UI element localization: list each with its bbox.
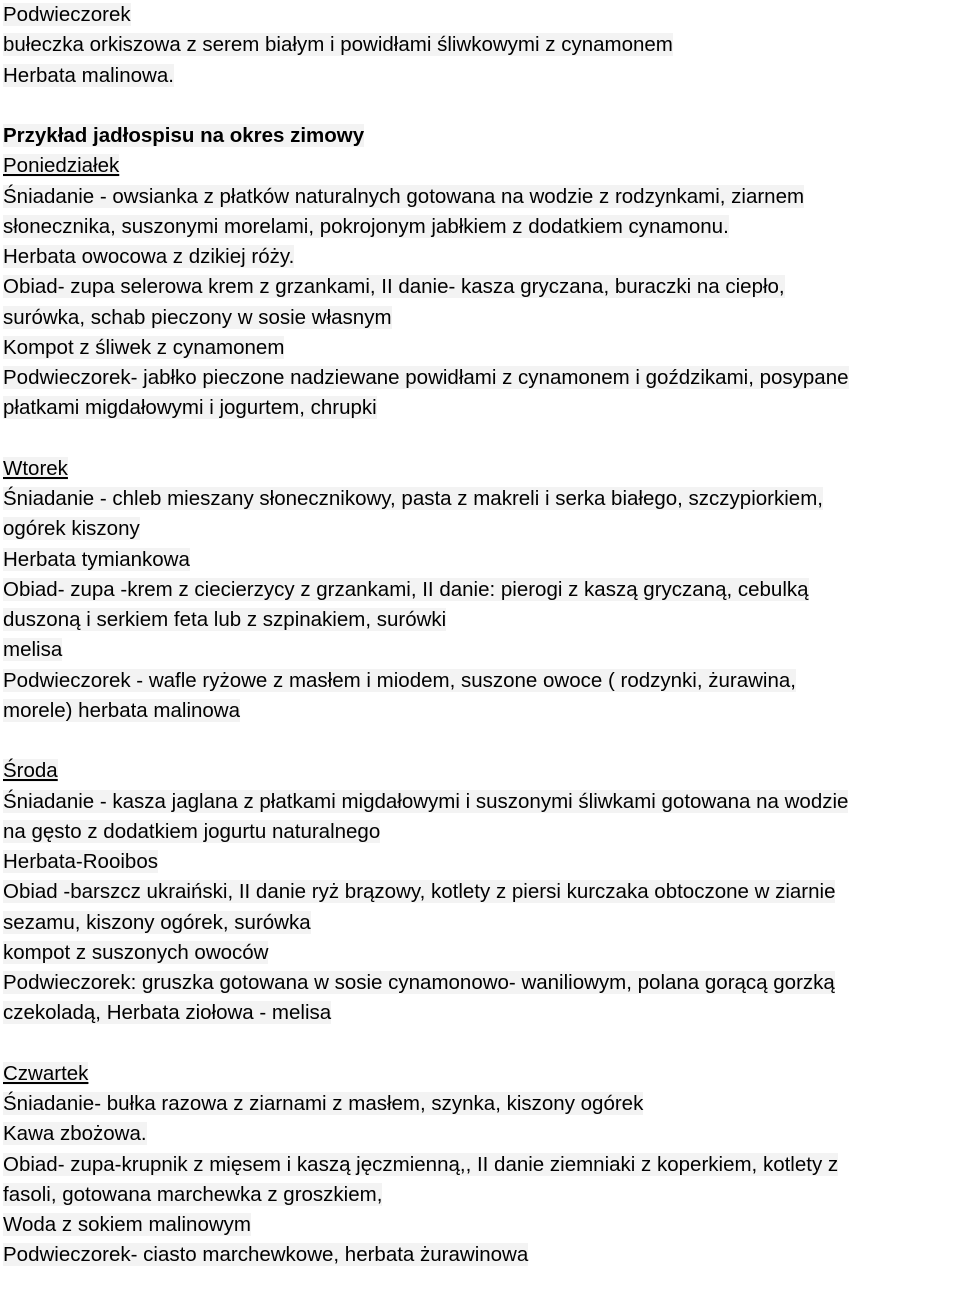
text-line [3, 1150, 958, 1180]
line-text: Śniadanie- bułka razowa z ziarnami z masłem, szynka, kiszony ogórek [3, 1092, 644, 1115]
line-text: Obiad- zupa -krem z ciecierzycy z grzankami, II danie: pierogi z kaszą gryczaną, cebulką [3, 577, 809, 601]
text-line [3, 363, 958, 393]
line-text: słonecznika, suszonymi morelami, pokrojonym jabłkiem z dodatkiem cynamonu. [3, 214, 729, 238]
section-heading [3, 121, 958, 151]
text-line [3, 333, 958, 363]
text-line [3, 1119, 958, 1149]
line-text: Przykład jadłospisu na okres zimowy [3, 124, 365, 147]
text-line [3, 182, 958, 212]
text-line [3, 393, 958, 423]
line-text: kompot z suszonych owoców [3, 940, 269, 964]
line-text: melisa [3, 638, 63, 662]
line-text: morele) herbata malinowa [3, 698, 241, 722]
text-line [3, 908, 958, 938]
line-text: Obiad -barszcz ukraiński, II danie ryż brązowy, kotlety z piersi kurczaka obtoczone w ziarnie [3, 880, 836, 904]
text-line [3, 666, 958, 696]
text-line [3, 1089, 958, 1119]
line-text: Podwieczorek - wafle ryżowe z masłem i miodem, suszone owoce ( rodzynki, żurawina, [3, 668, 796, 692]
text-line [3, 514, 958, 544]
text-line [3, 0, 958, 30]
line-text: Woda z sokiem malinowym [3, 1213, 251, 1236]
line-text: Obiad- zupa-krupnik z mięsem i kaszą jęczmienną,, II danie ziemniaki z koperkiem, kotlety z [3, 1152, 839, 1176]
line-text: Podwieczorek: gruszka gotowana w sosie cynamonowo- waniliowym, polana gorącą gorzką [3, 971, 835, 994]
line-text: Kawa zbożowa. [3, 1122, 147, 1146]
day-heading [3, 1059, 958, 1089]
text-line [3, 998, 958, 1028]
line-text: Podwieczorek [3, 3, 131, 26]
line-text: Herbata tymiankowa [3, 547, 190, 571]
text-line [3, 303, 958, 333]
text-line [3, 938, 958, 968]
line-text: sezamu, kiszony ogórek, surówka [3, 910, 311, 934]
line-text: Herbata malinowa. [3, 63, 174, 87]
line-text: Podwieczorek- ciasto marchewkowe, herbata żurawinowa [3, 1243, 529, 1267]
text-line [3, 1210, 958, 1240]
text-line [3, 484, 958, 514]
text-line [3, 1240, 958, 1270]
line-text: Herbata-Rooibos [3, 850, 158, 873]
line-text: Kompot z śliwek z cynamonem [3, 335, 285, 359]
line-text: fasoli, gotowana marchewka z groszkiem, [3, 1182, 383, 1206]
text-line [3, 635, 958, 665]
text-line [3, 212, 958, 242]
blank-line [3, 91, 958, 121]
day-heading [3, 151, 958, 181]
blank-line [3, 1029, 958, 1059]
line-text: Śniadanie - chleb mieszany słonecznikowy, pasta z makreli i serka białego, szczypiorkiem, [3, 487, 823, 510]
text-line [3, 61, 958, 91]
line-text: płatkami migdałowymi i jogurtem, chrupki [3, 396, 377, 420]
text-line [3, 545, 958, 575]
line-text: Obiad- zupa selerowa krem z grzankami, II danie- kasza gryczana, buraczki na ciepło, [3, 275, 785, 299]
text-line [3, 968, 958, 998]
text-line [3, 272, 958, 302]
text-line [3, 605, 958, 635]
line-text: Środa [3, 759, 58, 783]
text-line [3, 575, 958, 605]
day-heading [3, 454, 958, 484]
text-line [3, 242, 958, 272]
line-text: Wtorek [3, 456, 68, 480]
line-text: bułeczka orkiszowa z serem białym i powidłami śliwkowymi z cynamonem [3, 33, 673, 57]
line-text: duszoną i serkiem feta lub z szpinakiem, surówki [3, 608, 447, 631]
blank-line [3, 726, 958, 756]
line-text: ogórek kiszony [3, 517, 140, 541]
text-line [3, 877, 958, 907]
line-text: Herbata owocowa z dzikiej róży. [3, 245, 295, 268]
line-text: Podwieczorek- jabłko pieczone nadziewane powidłami z cynamonem i goździkami, posypane [3, 366, 849, 389]
line-text: Poniedziałek [3, 154, 120, 178]
line-text: Czwartek [3, 1061, 89, 1085]
document-body [3, 0, 958, 1271]
line-text: Śniadanie - kasza jaglana z płatkami migdałowymi i suszonymi śliwkami gotowana na wodzie [3, 789, 849, 813]
text-line [3, 1180, 958, 1210]
line-text: czekoladą, Herbata ziołowa - melisa [3, 1001, 332, 1025]
text-line [3, 817, 958, 847]
line-text: na gęsto z dodatkiem jogurtu naturalnego [3, 819, 381, 843]
text-line [3, 30, 958, 60]
blank-line [3, 424, 958, 454]
text-line [3, 696, 958, 726]
day-heading [3, 756, 958, 786]
text-line [3, 847, 958, 877]
line-text: Śniadanie - owsianka z płatków naturalnych gotowana na wodzie z rodzynkami, ziarnem [3, 184, 805, 208]
text-line [3, 787, 958, 817]
line-text: surówka, schab pieczony w sosie własnym [3, 305, 392, 329]
